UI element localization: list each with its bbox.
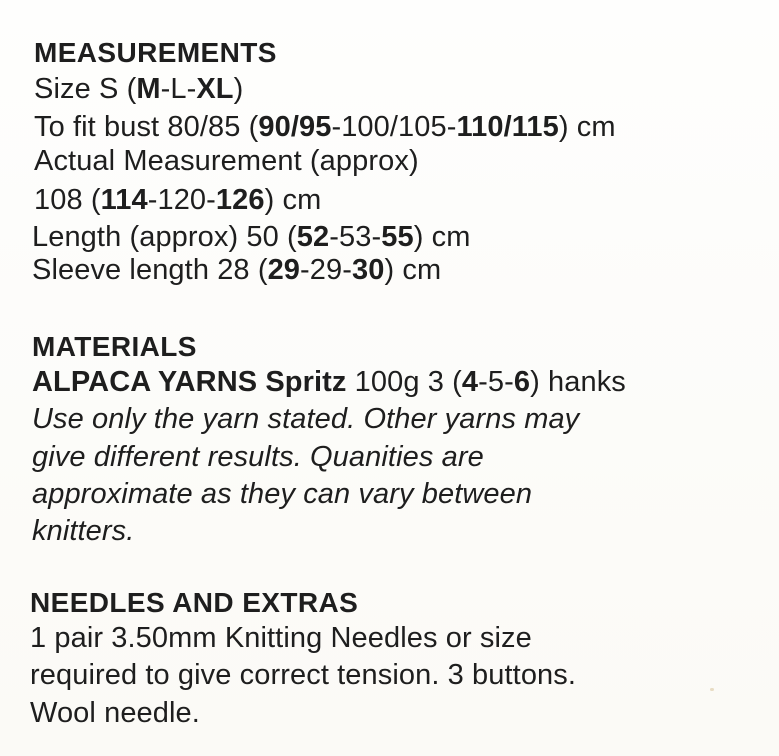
size-prefix: Size S ( <box>34 73 137 105</box>
yarn-note-line: knitters. <box>32 515 135 547</box>
length-line <box>32 220 470 254</box>
yarn-note-line: give different results. Quanities are <box>32 441 484 473</box>
needles-line: Wool needle. <box>30 697 200 729</box>
materials-heading: MATERIALS <box>32 331 197 362</box>
length-suffix: ) cm <box>413 221 471 253</box>
size-suffix: ) <box>233 73 244 105</box>
bust-prefix: To fit bust 80/85 ( <box>34 111 259 143</box>
actual-measurement-label: Actual Measurement (approx) <box>34 145 419 177</box>
size-xl: XL <box>196 73 234 105</box>
yarn-suffix: ) hanks <box>530 366 626 398</box>
actual-mid: -120- <box>147 184 216 216</box>
bust-suffix: ) cm <box>558 111 616 143</box>
actual-suffix: ) cm <box>264 184 322 216</box>
bust-bold-1: 90/95 <box>258 111 332 143</box>
size-sep: -L- <box>160 73 197 105</box>
actual-measurement-line <box>34 183 321 217</box>
yarn-mid: -5- <box>478 366 514 398</box>
needles-heading: NEEDLES AND EXTRAS <box>30 587 359 618</box>
bust-bold-2: 110/115 <box>456 111 559 143</box>
yarn-note-line: approximate as they can vary between <box>32 478 533 510</box>
length-bold-1: 52 <box>296 221 330 253</box>
needles-line: required to give correct tension. 3 buttons. <box>30 659 577 691</box>
actual-bold-2: 126 <box>215 184 265 216</box>
needles-line: 1 pair 3.50mm Knitting Needles or size <box>30 622 532 654</box>
sleeve-bold-2: 30 <box>352 254 385 286</box>
bust-line <box>34 110 616 144</box>
yarn-bold-2: 6 <box>513 366 531 398</box>
yarn-bold-1: 4 <box>461 366 479 398</box>
yarn-name: ALPACA YARNS Spritz <box>32 366 347 398</box>
length-mid: -53- <box>329 221 382 253</box>
size-m: M <box>136 73 161 105</box>
sleeve-bold-1: 29 <box>267 254 301 286</box>
paper-speck <box>710 688 714 691</box>
actual-bold-1: 114 <box>100 184 148 216</box>
yarn-note-line: Use only the yarn stated. Other yarns may <box>32 403 580 435</box>
sleeve-mid: -29- <box>300 254 353 286</box>
actual-prefix: 108 ( <box>34 184 101 216</box>
length-bold-2: 55 <box>381 221 414 253</box>
sleeve-prefix: Sleeve length 28 ( <box>32 254 268 286</box>
bust-mid: -100/105- <box>331 111 457 143</box>
sleeve-line <box>32 253 441 287</box>
sleeve-suffix: ) cm <box>384 254 442 286</box>
yarn-prefix: 100g 3 ( <box>346 366 462 398</box>
yarn-line <box>32 365 626 399</box>
length-prefix: Length (approx) 50 ( <box>32 221 297 253</box>
size-line <box>34 72 243 106</box>
measurements-heading: MEASUREMENTS <box>34 37 277 68</box>
